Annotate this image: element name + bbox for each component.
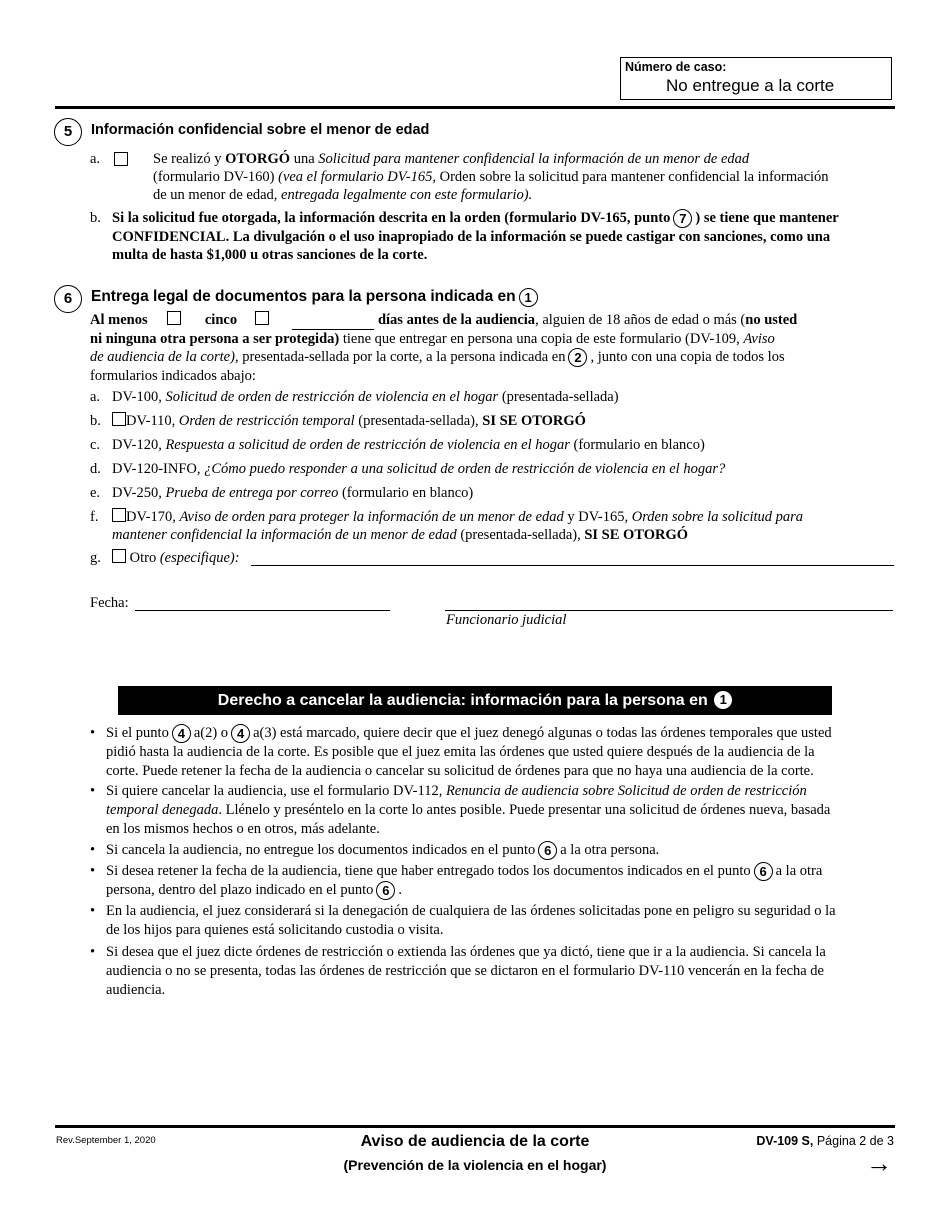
text: presentada-sellada por la corte, a la persona indicada en bbox=[238, 349, 566, 365]
text-italic: Aviso de orden para proteger la información de un menor de edad bbox=[179, 509, 564, 525]
text-italic: (especifique): bbox=[159, 550, 240, 566]
section-6-item-c bbox=[90, 436, 890, 454]
item-label: b. bbox=[90, 413, 101, 429]
text-italic: Respuesta a solicitud de orden de restricción de violencia en el hogar bbox=[165, 437, 570, 453]
text-bold: CONFIDENCIAL. La divulgación o el uso inapropiado de la información se puede castigar con sanciones, como una bbox=[112, 229, 831, 245]
section-5-item-b bbox=[90, 209, 890, 264]
bullet-dot: • bbox=[90, 842, 96, 858]
section-6-item-b bbox=[90, 412, 890, 430]
text: (formulario en blanco) bbox=[569, 437, 705, 453]
revision-date: Rev.September 1, 2020 bbox=[56, 1135, 156, 1146]
text: de los hijos para quienes está solicitando custodia o visita. bbox=[106, 922, 444, 938]
text-italic: mantener confidencial la información de un menor de edad bbox=[112, 527, 457, 543]
item-label: a. bbox=[90, 151, 101, 167]
section-6-item-a bbox=[90, 388, 890, 406]
text: DV-170, bbox=[126, 509, 180, 525]
case-number-box bbox=[620, 57, 892, 100]
text: a la otra bbox=[775, 863, 823, 879]
text-bold: ni ninguna otra persona a ser protegida) bbox=[90, 331, 340, 347]
section-5a-checkbox[interactable] bbox=[114, 152, 128, 166]
bullet-5 bbox=[90, 902, 890, 940]
text: , junto con una copia de todos los bbox=[590, 349, 785, 365]
days-blank-field[interactable] bbox=[292, 311, 374, 330]
ref-item-6: 6 bbox=[376, 881, 395, 900]
text: , alguien de 18 años de edad o más ( bbox=[535, 312, 746, 328]
item-label: g. bbox=[90, 550, 101, 566]
text: una bbox=[290, 151, 319, 167]
text: a la otra persona. bbox=[560, 842, 660, 858]
bullet-dot: • bbox=[90, 783, 96, 799]
text: Si cancela la audiencia, no entregue los documentos indicados en el punto bbox=[106, 842, 536, 858]
text: formularios indicados abajo: bbox=[90, 368, 256, 384]
text: audiencia o no se presenta, todas las órdenes de restricción que se dictaron en el formulario DV-110 vencerán en la fecha de bbox=[106, 963, 824, 979]
text-bold: Al menos bbox=[90, 312, 148, 328]
text: Si desea que el juez dicte órdenes de restricción o extienda las órdenes que ya dictó, tiene que ir a la audiencia. Si cancela la bbox=[106, 944, 826, 960]
text-italic: (vea el formulario DV-165, bbox=[278, 169, 436, 185]
bullet-2 bbox=[90, 782, 890, 839]
dv110-checkbox[interactable] bbox=[112, 412, 126, 426]
section-6-paragraph bbox=[90, 311, 890, 385]
text-italic: Renuncia de audiencia sobre Solicitud de orden de restricción bbox=[445, 783, 807, 799]
text: en los mismos hechos o en otros, más adelante. bbox=[106, 821, 380, 837]
text: persona, dentro del plazo indicado en el punto bbox=[106, 882, 374, 898]
text-bold: SI SE OTORGÓ bbox=[482, 413, 586, 429]
text-italic: entregada legalmente con este formulario). bbox=[281, 187, 533, 203]
text: tiene que entregar en persona una copia de este formulario (DV-109, bbox=[339, 331, 744, 347]
text-bold: OTORGÓ bbox=[225, 151, 291, 167]
section-5-number: 5 bbox=[54, 118, 82, 146]
header-rule bbox=[55, 106, 895, 109]
banner-ref-1: 1 bbox=[714, 691, 732, 709]
text: Otro bbox=[129, 550, 160, 566]
text-italic: , Orden sobre la solicitud para bbox=[624, 509, 804, 525]
text: (presentada-sellada), bbox=[354, 413, 483, 429]
text: Se realizó y bbox=[153, 151, 226, 167]
text: DV-120-INFO, bbox=[112, 461, 205, 477]
text: (formulario DV-160) bbox=[153, 169, 279, 185]
bullet-dot: • bbox=[90, 903, 96, 919]
section-5-title: Información confidencial sobre el menor de edad bbox=[91, 122, 430, 138]
text: . Llénelo y preséntelo en la corte lo antes posible. Puede presentar una solicitud de órdenes nueva, basada bbox=[218, 802, 831, 818]
date-label: Fecha: bbox=[90, 595, 129, 611]
section-6-item-d bbox=[90, 460, 890, 478]
bullet-1 bbox=[90, 724, 890, 781]
footer-title: Aviso de audiencia de la corte bbox=[360, 1133, 590, 1150]
text-bold: ) se tiene que mantener bbox=[695, 210, 839, 226]
at-least-checkbox[interactable] bbox=[167, 311, 181, 325]
text: (presentada-sellada), bbox=[456, 527, 585, 543]
section-6-item-e bbox=[90, 484, 890, 502]
text: corte. Puede retener la fecha de la audiencia o cancelar su solicitud de órdenes para que no haya una audiencia de la corte. bbox=[106, 763, 814, 779]
text-italic: Orden de restricción temporal bbox=[178, 413, 355, 429]
footer-subtitle: (Prevención de la violencia en el hogar) bbox=[343, 1157, 607, 1173]
text: de un menor de edad, bbox=[153, 187, 282, 203]
page-indicator: Página 2 de 3 bbox=[813, 1134, 894, 1148]
item-label: b. bbox=[90, 210, 101, 226]
text-italic: Solicitud para mantener confidencial la información de un menor de edad bbox=[318, 151, 750, 167]
text-bold: multa de hasta $1,000 u otras sanciones de la corte. bbox=[112, 247, 428, 263]
text-bold: no usted bbox=[745, 312, 798, 328]
ref-item-6: 6 bbox=[538, 841, 557, 860]
footer-rule bbox=[55, 1125, 895, 1128]
form-id: DV-109 S, bbox=[756, 1134, 814, 1148]
bullet-3 bbox=[90, 841, 890, 860]
date-field[interactable] bbox=[135, 610, 390, 611]
text-italic: temporal denegada bbox=[106, 802, 219, 818]
text-italic: ¿Cómo puedo responder a una solicitud de orden de restricción de violencia en el hogar? bbox=[204, 461, 726, 477]
text-italic: Solicitud de orden de restricción de violencia en el hogar bbox=[165, 389, 499, 405]
banner-title: Derecho a cancelar la audiencia: información para la persona en bbox=[217, 692, 708, 709]
item-label: e. bbox=[90, 485, 101, 501]
text-bold: cinco bbox=[204, 312, 238, 328]
dv170-checkbox[interactable] bbox=[112, 508, 126, 522]
bullet-4 bbox=[90, 862, 890, 900]
five-days-checkbox[interactable] bbox=[255, 311, 269, 325]
text: DV-120, bbox=[112, 437, 166, 453]
text: (presentada-sellada) bbox=[498, 389, 619, 405]
section-5-item-a bbox=[90, 150, 890, 204]
case-number-label: Número de caso: bbox=[625, 60, 727, 74]
text: y DV-165 bbox=[563, 509, 625, 525]
bullet-dot: • bbox=[90, 725, 96, 741]
text: a(2) o bbox=[193, 725, 229, 741]
section-6-number: 6 bbox=[54, 285, 82, 313]
item-label: a. bbox=[90, 389, 101, 405]
cancel-hearing-banner bbox=[118, 686, 832, 715]
ref-item-2: 2 bbox=[568, 348, 587, 367]
text: DV-100, bbox=[112, 389, 166, 405]
ref-item-4: 4 bbox=[172, 724, 191, 743]
text-bold: días antes de la audiencia bbox=[377, 312, 536, 328]
section-6-title bbox=[91, 288, 541, 307]
bullet-6 bbox=[90, 943, 890, 1000]
text: Orden sobre la solicitud para mantener confidencial la información bbox=[435, 169, 829, 185]
text: Si desea retener la fecha de la audiencia, tiene que haber entregado todos los documentos indicados en el punto bbox=[106, 863, 751, 879]
ref-item-4: 4 bbox=[231, 724, 250, 743]
text: (formulario en blanco) bbox=[338, 485, 474, 501]
text: DV-250, bbox=[112, 485, 166, 501]
text-italic: Prueba de entrega por correo bbox=[165, 485, 339, 501]
section-6-item-f bbox=[90, 508, 890, 544]
ref-item-6: 6 bbox=[754, 862, 773, 881]
text-bold: SI SE OTORGÓ bbox=[584, 527, 689, 543]
case-number-value: No entregue a la corte bbox=[666, 76, 835, 95]
text: pidió hasta la audiencia de la corte. Es posible que el juez emita las órdenes que usted quiere después de la audiencia de la bbox=[106, 744, 815, 760]
text-italic: Aviso bbox=[743, 331, 775, 347]
item-label: f. bbox=[90, 509, 99, 525]
text: DV-110, bbox=[126, 413, 179, 429]
text: En la audiencia, el juez considerará si la denegación de cualquiera de las órdenes solicitadas pone en peligro su seguridad o la bbox=[106, 903, 836, 919]
text-italic: de audiencia de la corte), bbox=[90, 349, 239, 365]
item-label: c. bbox=[90, 437, 101, 453]
bullet-dot: • bbox=[90, 863, 96, 879]
item-label: d. bbox=[90, 461, 101, 477]
section-6-title-text: Entrega legal de documentos para la persona indicada en bbox=[91, 288, 516, 305]
bullet-dot: • bbox=[90, 944, 96, 960]
text-bold: Si la solicitud fue otorgada, la información descrita en la orden (formulario DV-165, punto bbox=[112, 210, 671, 226]
judicial-officer-label: Funcionario judicial bbox=[446, 612, 567, 628]
other-specify-field[interactable] bbox=[251, 565, 894, 566]
text: a(3) está marcado, quiere decir que el juez denegó algunas o todas las órdenes temporales que usted bbox=[253, 725, 832, 741]
form-page-number bbox=[700, 1134, 894, 1148]
ref-item-1: 1 bbox=[519, 288, 538, 307]
judicial-officer-signature-line[interactable] bbox=[445, 610, 893, 611]
other-checkbox[interactable] bbox=[112, 549, 126, 563]
text: Si el punto bbox=[106, 725, 169, 741]
text: Si quiere cancelar la audiencia, use el formulario DV-112, bbox=[106, 783, 446, 799]
text: . bbox=[398, 882, 402, 898]
next-page-arrow-icon: → bbox=[866, 1148, 892, 1178]
text: audiencia. bbox=[106, 982, 166, 998]
ref-item-7: 7 bbox=[673, 209, 692, 228]
